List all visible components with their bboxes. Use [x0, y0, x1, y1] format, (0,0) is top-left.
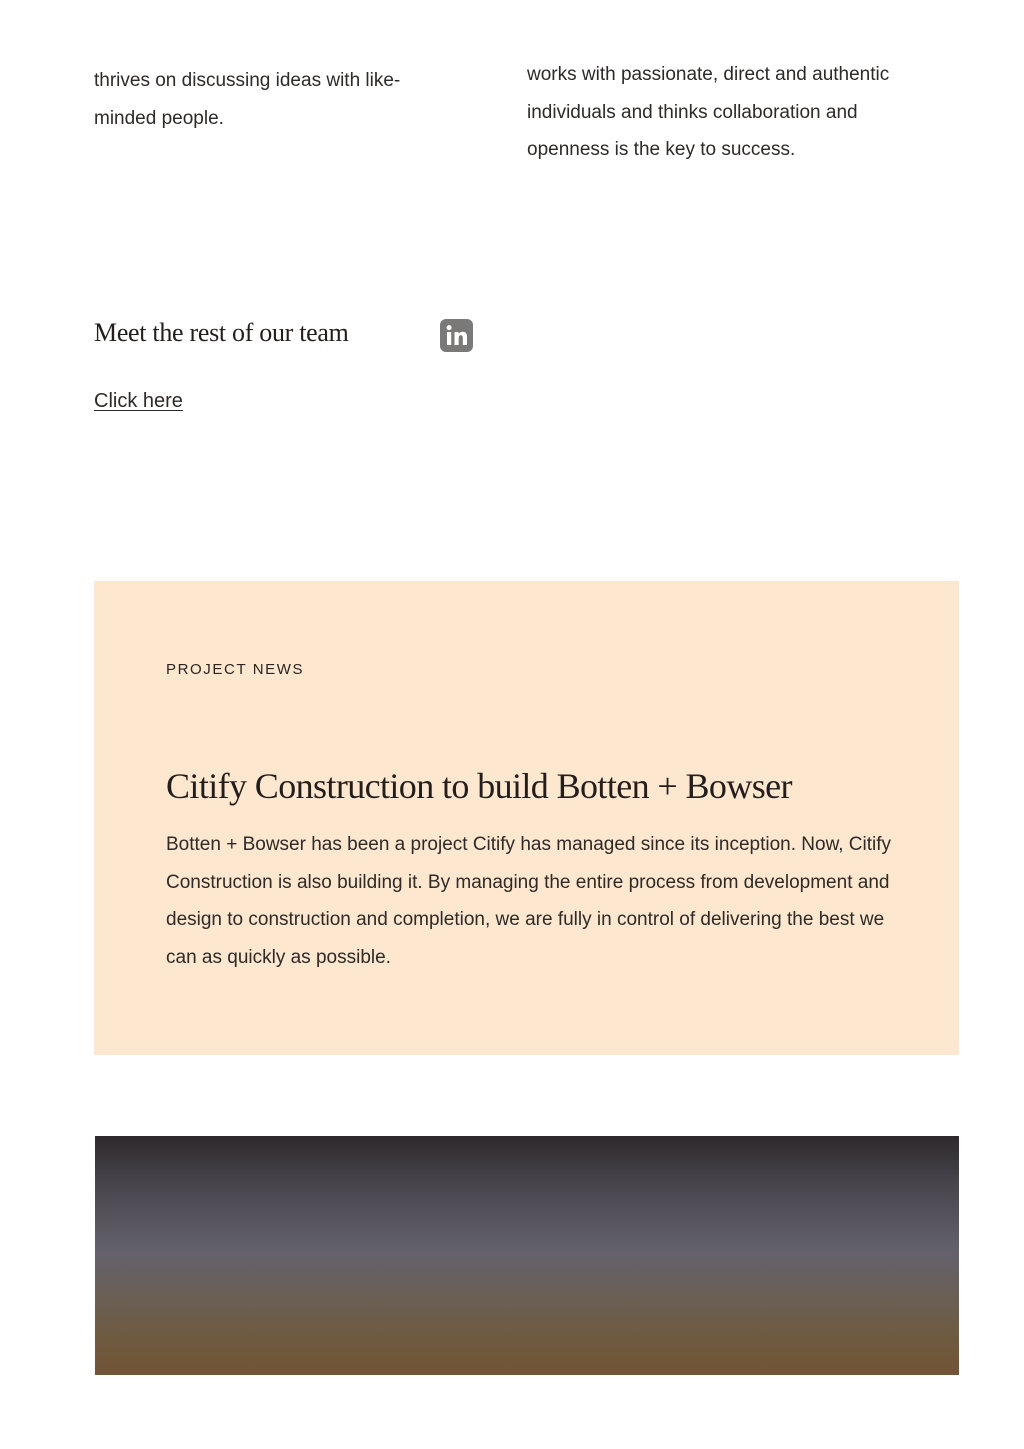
- meet-team-heading: Meet the rest of our team: [94, 318, 349, 347]
- project-news-title: Citify Construction to build Botten + Bowser: [166, 766, 792, 806]
- meet-team-link[interactable]: Click here: [94, 390, 183, 412]
- project-news-body: Botten + Bowser has been a project Citify has managed since its inception. Now, Citify Construction is also building it. By managing the entire process from development and design to construction and completion, we are fully in control of delivering the best we can as quickly as possible.: [166, 834, 892, 968]
- team-member-bio-right: works with passionate, direct and authentic individuals and thinks collaboration and openness is the key to success.: [527, 64, 890, 160]
- project-news-label: PROJECT NEWS: [166, 661, 305, 678]
- linkedin-icon[interactable]: [440, 319, 473, 352]
- project-image: [95, 1136, 959, 1375]
- project-news-card: [94, 581, 959, 1055]
- team-member-bio-left: thrives on discussing ideas with like-minded people.: [94, 70, 401, 129]
